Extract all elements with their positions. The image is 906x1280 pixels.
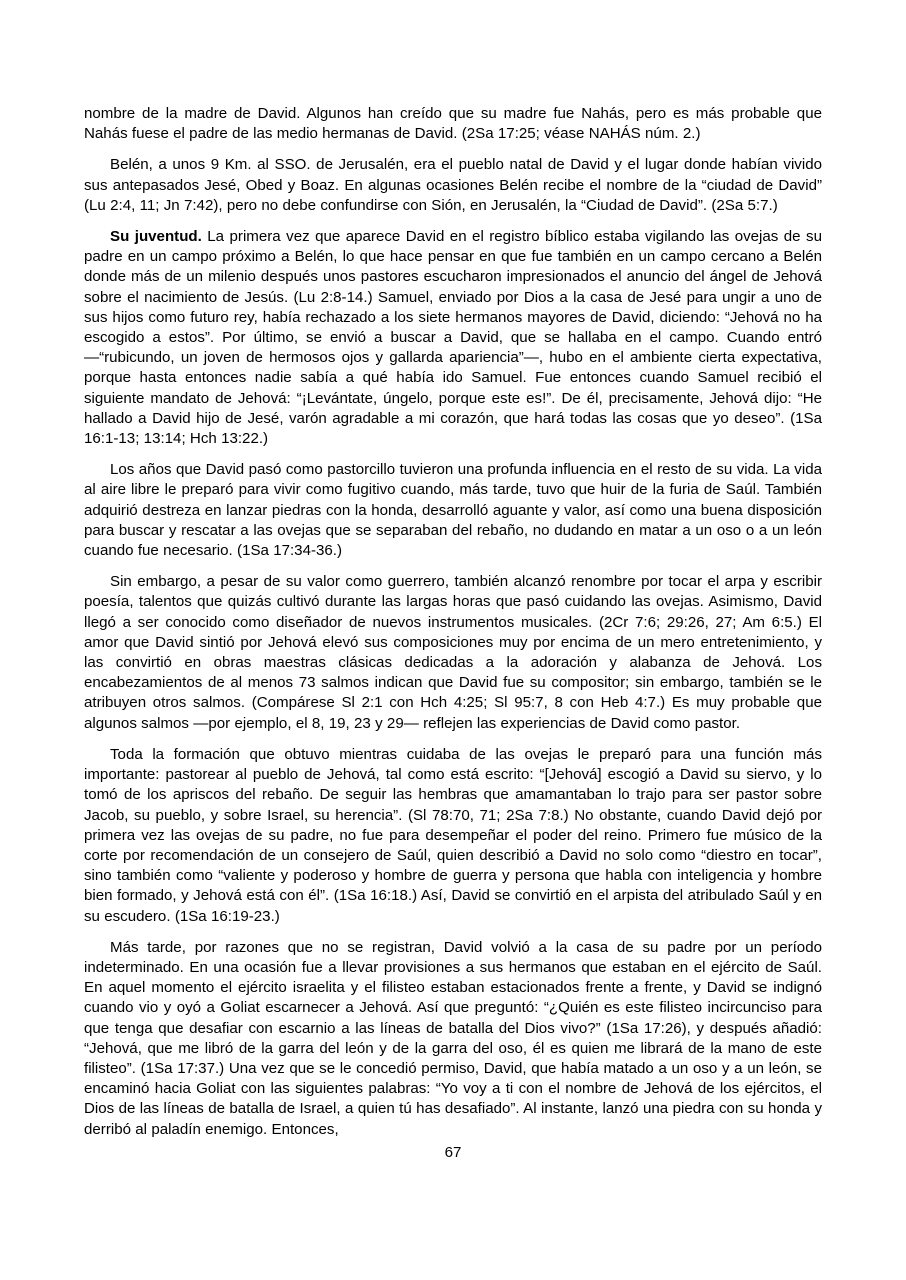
paragraph-2-text: Belén, a unos 9 Km. al SSO. de Jerusalén, era el pueblo natal de David y el lugar donde habían vivido sus antepasados Jesé, Obed y Boaz. En algunas ocasiones Belén recibe el nombre de la “ciudad de David” (Lu 2:4, 11; Jn 7:42), pero no debe confundirse con Sión, en Jerusalén, la “Ciudad de David”. (2Sa 5:7.) xyxy=(84,156,822,214)
paragraph-1-text: nombre de la madre de David. Algunos han creído que su madre fue Nahás, pero es más probable que Nahás fuese el padre de las medio hermanas de David. (2Sa 17:25; véase NAHÁS núm. 2.) xyxy=(84,105,822,143)
paragraph-3-text: La primera vez que aparece David en el registro bíblico estaba vigilando las ovejas de su padre en un campo próximo a Belén, lo que hace pensar en que fue también en un campo cercano a Belén donde más de un milenio después unos pastores escucharon impresionados el anuncio del ángel de Jehová sobre el nacimiento de Jesús. (Lu 2:8-14.) Samuel, enviado por Dios a la casa de Jesé para ungir a uno de sus hijos como futuro rey, había rechazado a los siete hermanos mayores de David, diciendo: “Jehová no ha escogido a estos”. Por último, se envió a buscar a David, que se hallaba en el campo. Cuando entró —“rubicundo, un joven de hermosos ojos y gallarda apariencia”—, hubo en el ambiente cierta expectativa, porque hasta entonces nadie sabía a qué había ido Samuel. Fue entonces cuando Samuel recibió el siguiente mandato de Jehová: “¡Levántate, úngelo, porque este es!”. De él, precisamente, Jehová dijo: “He hallado a David hijo de Jesé, varón agradable a mi corazón, que hará todas las cosas que yo deseo”. (1Sa 16:1-13; 13:14; Hch 13:22.) xyxy=(84,228,822,448)
paragraph-3-su-juventud xyxy=(84,227,822,449)
page-number: 67 xyxy=(444,1144,462,1161)
paragraph-5-text: Sin embargo, a pesar de su valor como guerrero, también alcanzó renombre por tocar el arpa y escribir poesía, talentos que quizás cultivó durante las largas horas que pasó cuidando las ovejas. Asimismo, David llegó a ser conocido como diseñador de nuevos instrumentos musicales. (2Cr 7:6; 29:26, 27; Am 6:5.) El amor que David sintió por Jehová elevó sus composiciones muy por encima de un mero entretenimiento, y las convirtió en obras maestras clásicas dedicadas a la adoración y alabanza de Jehová. Los encabezamientos de al menos 73 salmos indican que David fue su compositor; sin embargo, también se le atribuyen otros salmos. (Compárese Sl 2:1 con Hch 4:25; Sl 95:7, 8 con Heb 4:7.) Es muy probable que algunos salmos —por ejemplo, el 8, 19, 23 y 29— reflejen las experiencias de David como pastor. xyxy=(84,573,822,732)
paragraph-7 xyxy=(84,938,822,1140)
paragraph-2 xyxy=(84,155,822,216)
paragraph-7-text: Más tarde, por razones que no se registran, David volvió a la casa de su padre por un período indeterminado. En una ocasión fue a llevar provisiones a sus hermanos que estaban en el ejército de Saúl. En aquel momento el ejército israelita y el filisteo estaban estacionados frente a frente, y David se indignó cuando vio y oyó a Goliat escarnecer a Jehová. Así que preguntó: “¿Quién es este filisteo incircunciso para que tenga que desafiar con escarnio a las líneas de batalla del Dios vivo?” (1Sa 17:26), y después añadió: “Jehová, que me libró de la garra del león y de la garra del oso, él es quien me librará de la mano de este filisteo”. (1Sa 17:37.) Una vez que se le concedió permiso, David, que había matado a un oso y a un león, se encaminó hacia Goliat con las siguientes palabras: “Yo voy a ti con el nombre de Jehová de los ejércitos, el Dios de las líneas de batalla de Israel, a quien tú has desafiado”. Al instante, lanzó una piedra con su honda y derribó al paladín enemigo. Entonces, xyxy=(84,938,822,1138)
page-body-text xyxy=(84,104,822,1151)
paragraph-6-text: Toda la formación que obtuvo mientras cuidaba de las ovejas le preparó para una función más importante: pastorear al pueblo de Jehová, tal como está escrito: “[Jehová] escogió a David su siervo, y lo tomó de los apriscos del rebaño. De seguir las hembras que amamantaban lo trajo para ser pastor sobre Jacob, su pueblo, y sobre Israel, su herencia”. (Sl 78:70, 71; 2Sa 7:8.) No obstante, cuando David dejó por primera vez las ovejas de su padre, no fue para desempeñar el poder del reino. Primero fue músico de la corte por recomendación de un consejero de Saúl, quien describió a David no solo como “diestro en tocar”, sino también como “valiente y poderoso y hombre de guerra y persona que habla con inteligencia y hombre bien formado, y Jehová está con él”. (1Sa 16:18.) Así, David se convirtió en el arpista del atribulado Saúl y en su escudero. (1Sa 16:19-23.) xyxy=(84,745,822,925)
paragraph-5 xyxy=(84,572,822,734)
paragraph-4 xyxy=(84,460,822,561)
paragraph-1 xyxy=(84,104,822,144)
subheading-su-juventud: Su juventud. xyxy=(110,228,202,246)
paragraph-4-text: Los años que David pasó como pastorcillo tuvieron una profunda influencia en el resto de su vida. La vida al aire libre le preparó para vivir como fugitivo cuando, más tarde, tuvo que huir de la furia de Saúl. También adquirió destreza en lanzar piedras con la honda, desarrolló aguante y valor, así como una buena disposición para buscar y rescatar a las ovejas que se separaban del rebaño, no dudando en matar a un oso o a un león cuando fue necesario. (1Sa 17:34-36.) xyxy=(84,461,822,560)
paragraph-6 xyxy=(84,745,822,927)
